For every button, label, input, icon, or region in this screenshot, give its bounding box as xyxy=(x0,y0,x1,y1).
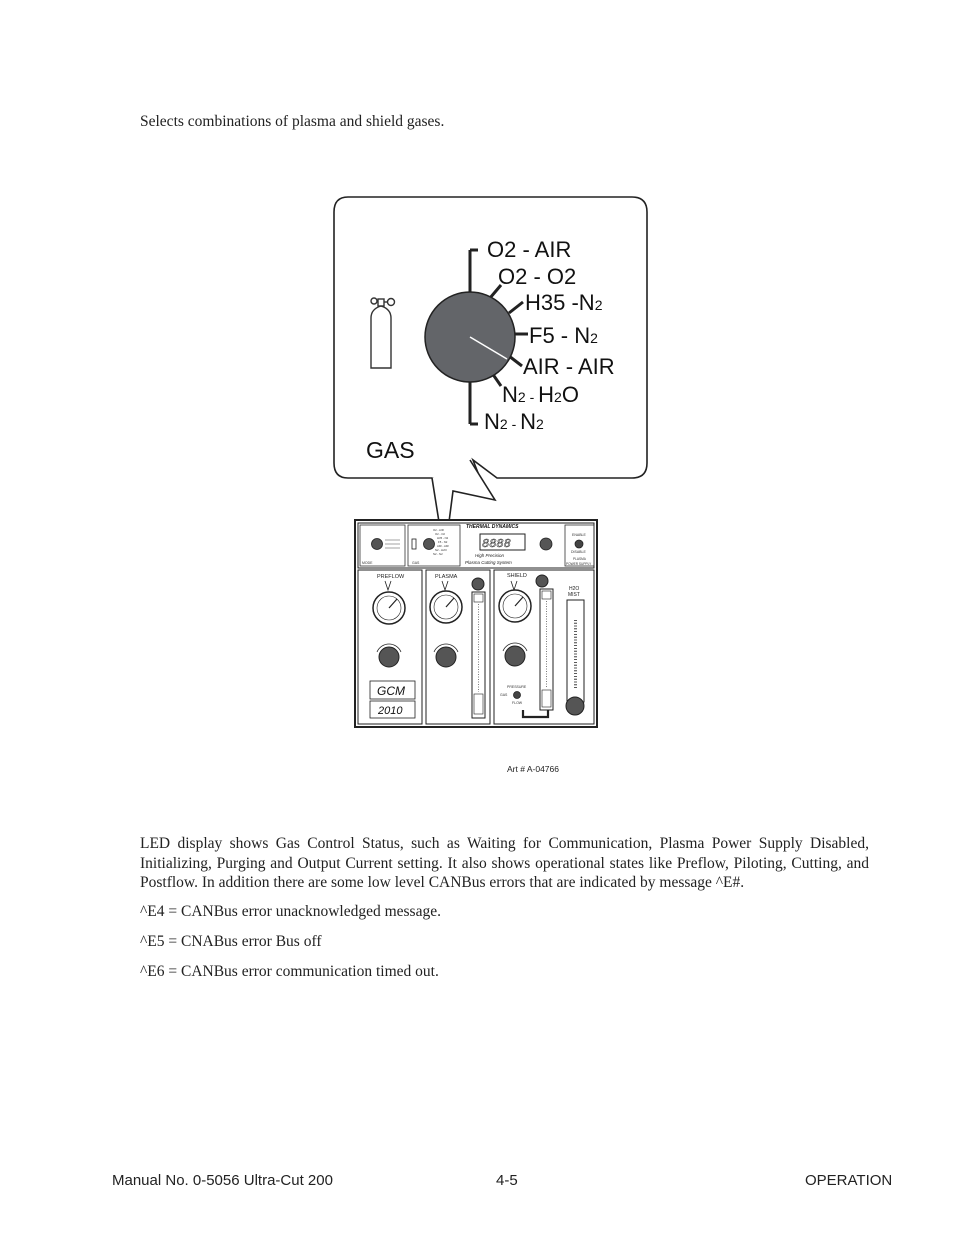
model-label: GCM xyxy=(377,684,405,698)
mini-gas-o2-air: O2 - AIR xyxy=(433,528,444,532)
mist-label: MIST xyxy=(568,592,580,598)
power-supply-label: POWER SUPPLY xyxy=(566,562,592,566)
art-number: Art # A-04766 xyxy=(507,764,559,774)
preflow-label: PREFLOW xyxy=(377,574,405,580)
gas-position-h35-n2: H35 -N2 xyxy=(525,290,603,315)
panel-gas-label: GAS xyxy=(412,561,420,565)
mini-gas-f5-n2: F5 - N2 xyxy=(438,540,448,544)
gas-switch-label: GAS xyxy=(500,693,508,697)
mini-gas-h35-n2: H35 - N2 xyxy=(437,536,449,540)
error-e4: ^E4 = CANBus error unacknowledged message. xyxy=(140,903,441,920)
pressure-flow-switch[interactable] xyxy=(514,692,521,699)
footer-section-name: OPERATION xyxy=(805,1172,893,1189)
shield-label: SHIELD xyxy=(507,573,527,579)
enable-switch[interactable] xyxy=(575,540,583,548)
display-select-knob[interactable] xyxy=(540,538,552,550)
disable-label: DISABLE xyxy=(571,550,586,554)
brand-logo: THERMAL DYNAMICS xyxy=(466,524,519,530)
gas-callout-title: GAS xyxy=(366,437,415,463)
gas-position-n2-h2o: N2 - H2O xyxy=(502,382,579,407)
intro-text: Selects combinations of plasma and shield gases. xyxy=(140,113,445,130)
led-display-description: LED display shows Gas Control Status, such as Waiting for Communication, Plasma Power Supply Disabled, Initializing, Purging and Output Current setting. It also shows operational states like Preflow, Piloting, Cutting, and Postflow. In addition there are some low level CANBus errors that are indicated by message ^E#. xyxy=(140,835,869,891)
preflow-adjust-knob[interactable] xyxy=(379,647,399,667)
plasma-adjust-knob[interactable] xyxy=(436,647,456,667)
mini-gas-n2-n2: N2 - N2 xyxy=(433,552,443,556)
mist-adjust-knob[interactable] xyxy=(566,697,584,715)
footer-manual-number: Manual No. 0-5056 Ultra-Cut 200 xyxy=(112,1172,333,1189)
plasma-label: PLASMA xyxy=(435,574,458,580)
mini-gas-n2-h2o: N2 - H2O xyxy=(435,548,447,552)
enable-label: ENABLE xyxy=(572,533,586,537)
plasma-flow-valve[interactable] xyxy=(472,578,484,590)
panel-gas-knob[interactable] xyxy=(424,539,435,550)
mode-label: MODE xyxy=(362,561,373,565)
model-number: 2010 xyxy=(378,705,403,717)
flow-label: FLOW xyxy=(512,701,523,705)
subtitle-line2: Plasma Cutting System xyxy=(465,560,512,565)
subtitle-line1: High Precision xyxy=(475,553,505,558)
error-e6: ^E6 = CANBus error communication timed out. xyxy=(140,963,439,980)
shield-adjust-knob[interactable] xyxy=(505,646,525,666)
gas-position-n2-n2: N2 - N2 xyxy=(484,409,544,434)
plasma-ps-label: PLASMA xyxy=(573,557,586,561)
gcm-control-panel xyxy=(355,520,597,727)
gas-position-air-air: AIR - AIR xyxy=(523,354,615,379)
h2o-label: H2O xyxy=(569,586,580,592)
gas-position-f5-n2: F5 - N2 xyxy=(529,323,598,348)
led-display-digits: 8888 xyxy=(482,537,511,551)
shield-flow-valve[interactable] xyxy=(536,575,548,587)
gas-position-o2-o2: O2 - O2 xyxy=(498,264,577,289)
mini-gas-air-air: AIR - AIR xyxy=(437,544,449,548)
pressure-label: PRESSURE xyxy=(507,685,527,689)
mini-gas-o2-o2: O2 - O2 xyxy=(435,532,445,536)
gas-position-o2-air: O2 - AIR xyxy=(487,237,572,262)
mode-knob[interactable] xyxy=(372,539,383,550)
gas-callout xyxy=(334,197,647,522)
error-e5: ^E5 = CNABus error Bus off xyxy=(140,933,322,950)
footer-page-number: 4-5 xyxy=(496,1172,518,1189)
